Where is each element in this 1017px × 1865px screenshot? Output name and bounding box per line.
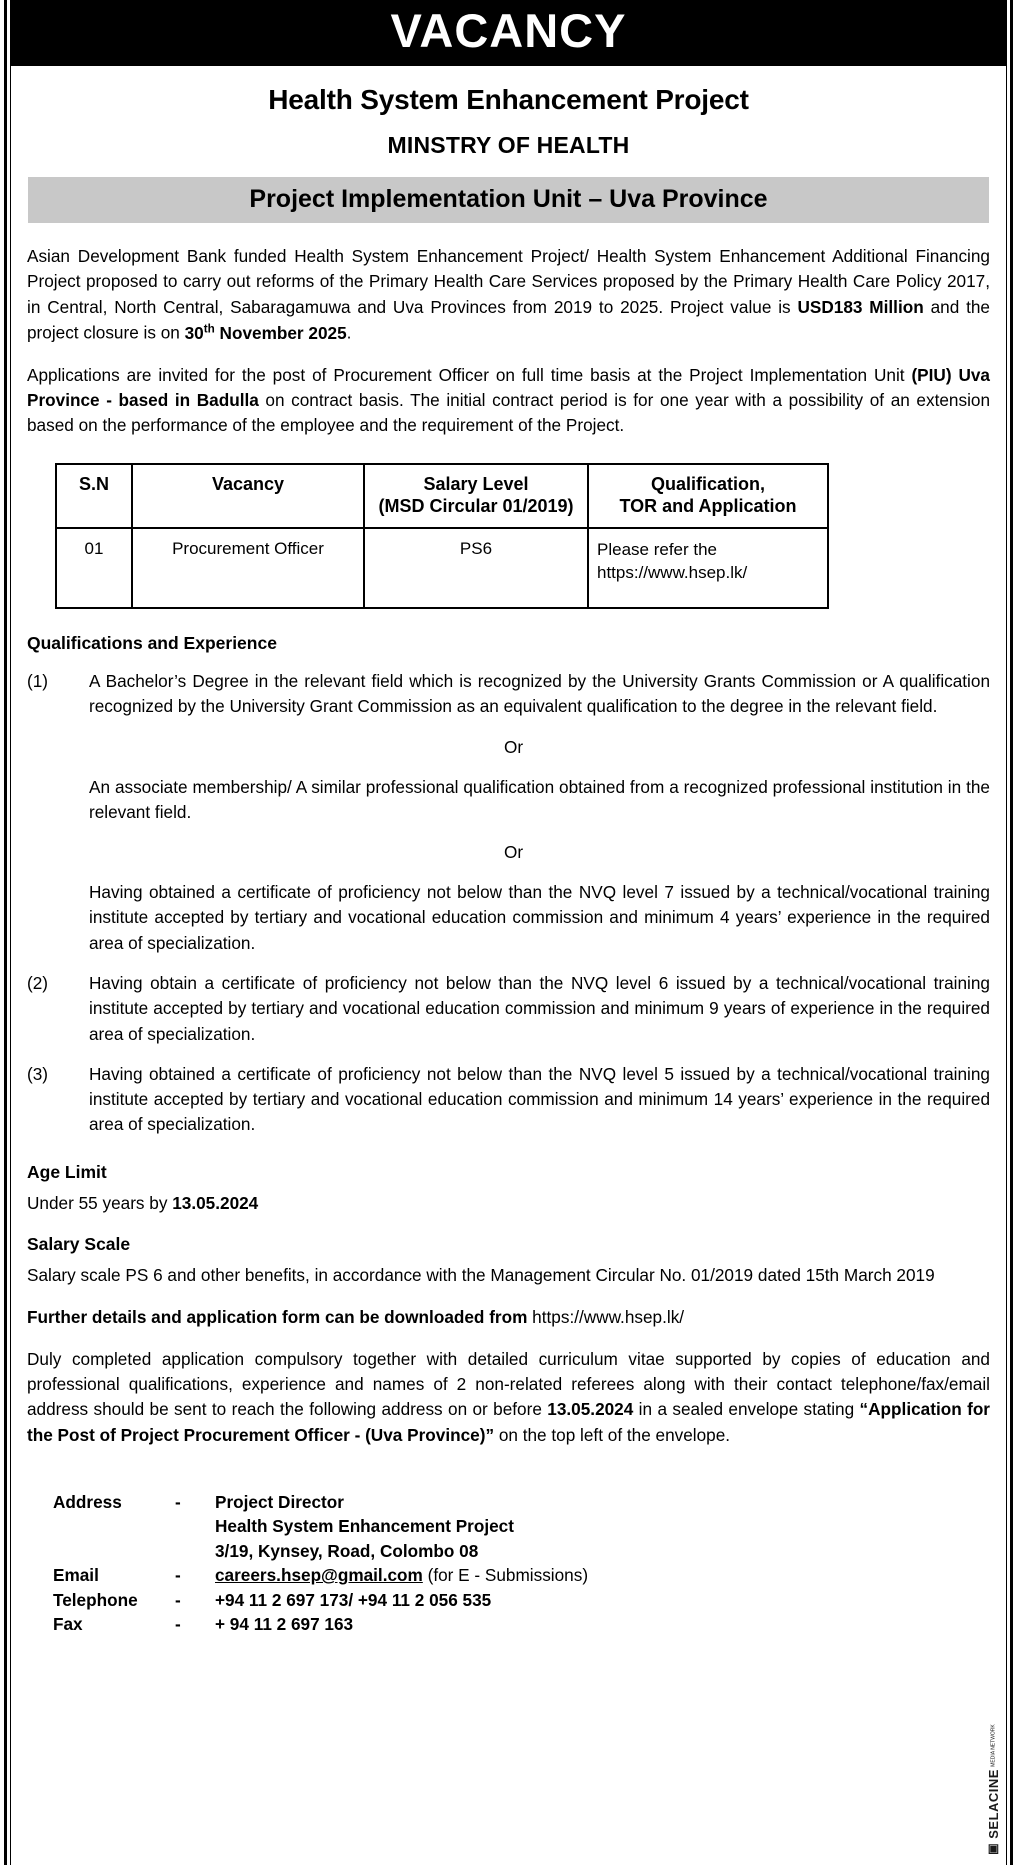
contact-row-address-3 bbox=[53, 1539, 990, 1563]
further-details-lead: Further details and application form can be downloaded from bbox=[27, 1306, 528, 1327]
salary-header-line1: Salary Level bbox=[423, 473, 529, 494]
piu-location: (PIU) Uva Province - based in Badulla bbox=[27, 364, 990, 411]
closure-day: 30 bbox=[184, 322, 204, 343]
intro-p2-text-b: on contract basis. The initial contract period is for one year with a possibility of an extension based on the performance of the employee and the requirement of the Project. bbox=[27, 390, 991, 436]
contact-row-email bbox=[53, 1563, 990, 1587]
closure-day-suffix: th bbox=[203, 321, 215, 335]
email-address[interactable]: careers.hsep@gmail.com bbox=[215, 1565, 423, 1586]
qualification-item-3-text: Having obtained a certificate of proficiency not below than the NVQ level 5 issued by a technical/vocational training institute accepted by tertiary and vocational education commission and minimum 14 years’ experience in the required area of specialization. bbox=[89, 1063, 990, 1135]
selacine-watermark bbox=[986, 1724, 1001, 1857]
row-salary-level: PS6 bbox=[364, 528, 588, 608]
submission-text-a: Duly completed application compulsory together with detailed curriculum vitae supported by copies of education and professional qualifications, experience and names of 2 non-related referees along with their contact telephone/fax/email address should be sent to reach the following address on or before bbox=[27, 1348, 990, 1420]
vacancy-table bbox=[55, 463, 829, 609]
email-value-wrap bbox=[215, 1563, 990, 1587]
age-limit-prefix: Under 55 years by bbox=[27, 1192, 173, 1213]
qual-header-line1: Qualification, bbox=[650, 473, 765, 494]
email-dash: - bbox=[175, 1565, 181, 1586]
contact-row-address bbox=[53, 1490, 990, 1514]
unit-banner: Project Implementation Unit – Uva Province bbox=[28, 177, 989, 223]
closure-date bbox=[185, 323, 347, 343]
qualification-item-1 bbox=[27, 669, 990, 720]
qualification-item-1-alt-2: Having obtained a certificate of proficiency not below than the NVQ level 7 issued by a technical/vocational training institute accepted by tertiary and vocational education commission and minimum 4 years’ experience in the required area of specialization. bbox=[89, 882, 990, 953]
qual-header-line2: TOR and Application bbox=[619, 496, 797, 517]
intro-p2-text-a: Applications are invited for the post of Procurement Officer on full time basis at the Project Implementation Unit bbox=[27, 364, 912, 385]
row-qualification bbox=[588, 528, 828, 608]
project-value: USD183 Million bbox=[797, 296, 924, 317]
intro-p1-text-c: . bbox=[346, 322, 352, 343]
further-details-url[interactable]: https://www.hsep.lk/ bbox=[527, 1306, 685, 1327]
frame-border-right-inner bbox=[1006, 0, 1007, 1865]
salary-header-line2: (MSD Circular 01/2019) bbox=[378, 496, 574, 517]
or-separator-2: Or bbox=[503, 842, 524, 863]
intro-paragraph-2 bbox=[27, 363, 990, 439]
qualification-item-1-text: A Bachelor’s Degree in the relevant field which is recognized by the University Grants Commission or A qualification recognized by the University Grant Commission as an equivalent qualification to the degree in the relevant field. bbox=[89, 671, 990, 717]
row-vacancy: Procurement Officer bbox=[132, 528, 364, 608]
vacancy-banner: VACANCY bbox=[10, 0, 1007, 66]
qualification-item-2-text: Having obtain a certificate of proficiency not below than the NVQ level 6 issued by a technical/vocational training institute accepted by tertiary and vocational education commission and minimum 9 years of experience in the required area of specialization. bbox=[89, 973, 990, 1044]
frame-border-left bbox=[4, 0, 7, 1865]
salary-scale-heading: Salary Scale bbox=[27, 1233, 131, 1254]
email-label: Email bbox=[53, 1565, 99, 1586]
row-qual-line1: Please refer the bbox=[597, 540, 718, 560]
age-limit-date: 13.05.2024 bbox=[172, 1192, 259, 1213]
qualifications-heading: Qualifications and Experience bbox=[27, 633, 277, 654]
submission-text-c: on the top left of the envelope. bbox=[494, 1424, 731, 1445]
table-header-salary-level bbox=[364, 464, 588, 528]
qualification-item-1-alt-1: An associate membership/ A similar professional qualification obtained from a recognized professional institution in the relevant field. bbox=[89, 776, 990, 822]
row-sn: 01 bbox=[56, 528, 132, 608]
qualification-item-2 bbox=[27, 971, 990, 1047]
table-header-row bbox=[56, 464, 828, 528]
further-details-line bbox=[27, 1305, 990, 1330]
fax-value: + 94 11 2 697 163 bbox=[215, 1614, 354, 1635]
table-header-vacancy: Vacancy bbox=[132, 464, 364, 528]
table-header-qualification bbox=[588, 464, 828, 528]
fax-label: Fax bbox=[53, 1614, 83, 1635]
intro-p1-text-a: Asian Development Bank funded Health System Enhancement Project/ Health System Enhancement Additional Financing Project proposed to carry out reforms of the Primary Health Care Services proposed by the Primary Health Care Policy 2017, in Central, North Central, Sabaragamuwa and Uva Provinces from 2019 to 2025. Project value is bbox=[27, 246, 990, 317]
qualification-item-1-number: (1) bbox=[27, 671, 49, 692]
salary-scale-text: Salary scale PS 6 and other benefits, in accordance with the Management Circular No. 01/2019 dated 15th March 2019 bbox=[27, 1264, 935, 1285]
intro-p1-text-b: and the project closure is on bbox=[27, 296, 990, 343]
contact-block bbox=[53, 1490, 990, 1637]
ministry-title: MINSTRY OF HEALTH bbox=[387, 132, 630, 158]
qualification-item-3 bbox=[27, 1062, 990, 1138]
closure-month-year: November 2025 bbox=[214, 322, 347, 343]
submission-text-b: in a sealed envelope stating bbox=[633, 1399, 860, 1420]
age-limit-text bbox=[27, 1191, 990, 1216]
table-row bbox=[56, 528, 828, 608]
row-qual-url[interactable]: https://www.hsep.lk/ bbox=[597, 562, 748, 582]
address-label: Address bbox=[53, 1491, 122, 1512]
email-note: (for E - Submissions) bbox=[422, 1565, 589, 1586]
fax-dash: - bbox=[175, 1614, 181, 1635]
qualification-item-2-number: (2) bbox=[27, 973, 49, 994]
contact-row-telephone bbox=[53, 1588, 990, 1612]
qualification-item-3-number: (3) bbox=[27, 1063, 49, 1084]
age-limit-heading: Age Limit bbox=[27, 1161, 107, 1182]
address-line-1: Project Director bbox=[215, 1491, 344, 1512]
table-header-sn: S.N bbox=[56, 464, 132, 528]
address-dash: - bbox=[175, 1491, 181, 1512]
camera-icon: ▣ bbox=[986, 1842, 1001, 1857]
telephone-value: +94 11 2 697 173/ +94 11 2 056 535 bbox=[215, 1589, 492, 1610]
address-line-3: 3/19, Kynsey, Road, Colombo 08 bbox=[215, 1540, 479, 1561]
telephone-dash: - bbox=[175, 1589, 181, 1610]
submission-instructions bbox=[27, 1347, 990, 1448]
or-separator-1: Or bbox=[503, 736, 524, 757]
submission-deadline: 13.05.2024 bbox=[547, 1399, 634, 1420]
frame-border-right bbox=[1010, 0, 1013, 1865]
intro-paragraph-1 bbox=[27, 244, 990, 346]
contact-row-fax bbox=[53, 1612, 990, 1636]
qualifications-list bbox=[27, 669, 990, 1138]
envelope-marking: “Application for the Post of Project Procurement Officer - (Uva Province)” bbox=[27, 1399, 991, 1445]
watermark-text: SELACINE bbox=[986, 1769, 1001, 1840]
frame-border-left-inner bbox=[10, 0, 11, 1865]
project-title: Health System Enhancement Project bbox=[268, 84, 749, 115]
watermark-subtext: MEDIA NETWORK bbox=[990, 1724, 997, 1767]
address-line-2: Health System Enhancement Project bbox=[215, 1516, 514, 1537]
contact-row-address-2 bbox=[53, 1514, 990, 1538]
telephone-label: Telephone bbox=[53, 1589, 138, 1610]
